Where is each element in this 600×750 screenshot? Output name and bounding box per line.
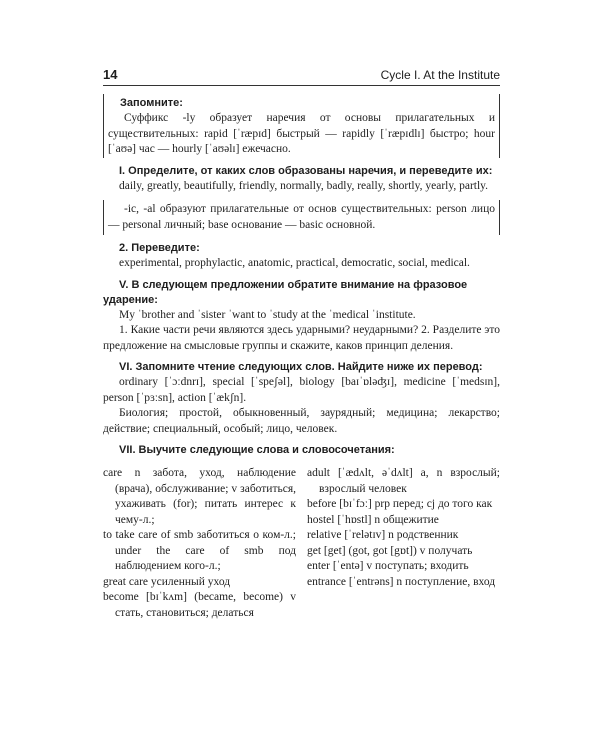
- exercise-6-words: ordinary [ˈɔːdnrɪ], special [ˈspeʃəl], biology [baɪˈɒləʤɪ], medicine [ˈmedsɪn], person [ˈpɜːsn], action [ˈækʃn].: [103, 376, 500, 404]
- exercise-2-heading: 2. Переведите:: [119, 242, 200, 254]
- exercise-1-heading: I. Определите, от каких слов образованы наречия, и переведите их:: [119, 164, 493, 177]
- page-header: [103, 62, 500, 82]
- memo-text: Суффикс -ly образует наречия от основы прилагательных и существительных: rapid [ˈræpɪd] быстрый — rapidly [ˈræpɪdlɪ] быстро; hour [ˈaʊə] час — hourly [ˈaʊəlɪ] ежечасно.: [108, 112, 495, 155]
- vocab-entry: become [bɪˈkʌm] (became, become) v стать, становиться; делаться: [103, 591, 296, 619]
- vocab-entry: entrance [ˈentrəns] n поступление, вход: [307, 575, 496, 588]
- vocab-entry: relative [ˈrelətɪv] n родственник: [307, 529, 459, 541]
- memo-box-ic-al: [103, 200, 500, 235]
- vocab-entry: get [get] (got, got [gɒt]) v получать: [307, 544, 473, 557]
- exercise-7-heading: VII. Выучите следующие слова и словосочетания:: [119, 444, 395, 456]
- memo2-text: -ic, -al образуют прилагательные от основ существительных: person лицо — personal личный; base основание — basic основной.: [108, 203, 495, 231]
- vocab-entry: enter [ˈentə] v поступать; входить: [307, 560, 469, 572]
- exercise-6-translations: Биология; простой, обыкновенный, заурядный; медицина; лекарство; действие; специальный, особый; лицо, человек.: [103, 407, 500, 435]
- textbook-page: [103, 62, 500, 621]
- exercise-5-heading: V. В следующем предложении обратите внимание на фразовое ударение:: [103, 278, 468, 306]
- vocab-entry: hostel [ˈhɒstl] n общежитие: [307, 513, 439, 526]
- vocab-entry: before [bɪˈfɔː] prp перед; cj до того как: [307, 498, 493, 510]
- running-title: Cycle I. At the Institute: [380, 68, 500, 82]
- exercise-2-text: experimental, prophylactic, anatomic, practical, democratic, social, medical.: [119, 257, 470, 269]
- vocab-entry: adult [ˈædʌlt, əˈdʌlt] a, n взрослый; взрослый человек: [307, 467, 500, 495]
- exercise-5-task: 1. Какие части речи являются здесь ударными? неударными? 2. Разделите это предложение на смысловые группы и скажите, каков принцип деления.: [103, 324, 500, 352]
- memo-box-ly: [103, 94, 500, 158]
- exercise-5-sentence: My ˈbrother and ˈsister ˈwant to ˈstudy at the ˈmedical ˈinstitute.: [119, 308, 416, 321]
- vocabulary-right-column: [307, 466, 500, 621]
- memo-title: Запомните:: [120, 97, 183, 109]
- vocab-entry: great care усиленный уход: [103, 575, 231, 588]
- exercise-6-heading: VI. Запомните чтение следующих слов. Найдите ниже их перевод:: [119, 361, 483, 373]
- page-number: 14: [103, 67, 118, 82]
- vocab-entry: care n забота, уход, наблюдение (врача), обслуживание; v заботиться, ухаживать (for); питать интерес к чему-л.;: [103, 467, 296, 526]
- vocab-entry: to take care of smb заботиться о ком-л.; under the care of smb под наблюдением кого-л.;: [103, 529, 296, 572]
- exercise-1-text: daily, greatly, beautifully, friendly, normally, badly, really, shortly, yearly, partly.: [119, 179, 489, 192]
- vocabulary-columns: [103, 466, 500, 621]
- vocabulary-left-column: [103, 466, 296, 621]
